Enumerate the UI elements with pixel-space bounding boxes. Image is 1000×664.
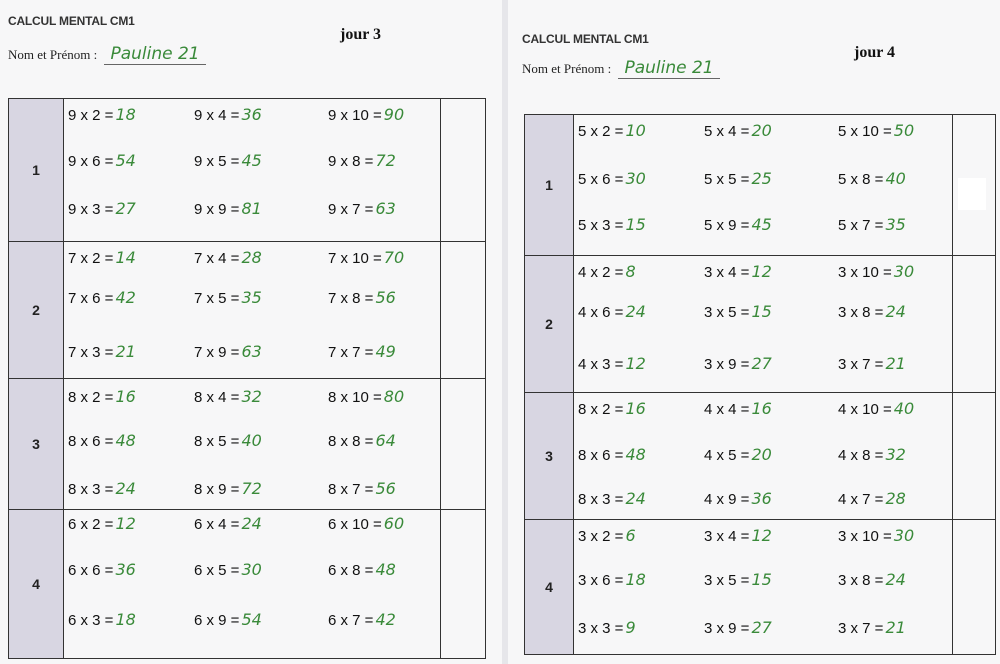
handwritten-answer: 16 — [115, 387, 136, 406]
name-line — [8, 44, 206, 65]
worksheet-title: CALCUL MENTAL CM1 — [522, 32, 649, 46]
handwritten-answer: 21 — [115, 342, 136, 361]
multiplication-item — [704, 526, 772, 545]
handwritten-answer: 27 — [115, 199, 136, 218]
operations-cell — [64, 242, 441, 379]
multiplication-question: 7 x 6 = — [68, 290, 114, 307]
multiplication-question: 7 x 3 = — [68, 344, 114, 361]
multiplication-item — [838, 489, 906, 508]
multiplication-question: 4 x 6 = — [578, 304, 624, 321]
multiplication-question: 3 x 4 = — [704, 528, 750, 545]
multiplication-question: 3 x 8 = — [838, 304, 884, 321]
multiplication-item — [194, 560, 262, 579]
score-cell — [441, 379, 486, 510]
multiplication-item — [68, 479, 136, 498]
multiplication-item — [704, 121, 772, 140]
handwritten-answer: 32 — [885, 445, 906, 464]
handwritten-answer: 70 — [383, 248, 405, 267]
multiplication-item — [328, 514, 404, 533]
multiplication-question: 5 x 6 = — [578, 171, 624, 188]
multiplication-question: 9 x 4 = — [194, 107, 240, 124]
multiplication-question: 7 x 9 = — [194, 344, 240, 361]
multiplication-question: 8 x 9 = — [194, 481, 240, 498]
multiplication-question: 5 x 9 = — [704, 217, 750, 234]
handwritten-answer: 54 — [241, 610, 262, 629]
handwritten-answer: 56 — [375, 479, 396, 498]
multiplication-question: 8 x 3 = — [68, 481, 114, 498]
handwritten-answer: 24 — [625, 489, 646, 508]
handwritten-answer: 18 — [115, 105, 136, 124]
score-cell — [441, 242, 486, 379]
multiplication-item — [838, 215, 906, 234]
exercise-row — [9, 510, 486, 659]
row-number: 1 — [9, 99, 64, 242]
multiplication-item — [194, 151, 262, 170]
handwritten-answer: 18 — [115, 610, 136, 629]
handwritten-answer: 35 — [885, 215, 906, 234]
multiplication-question: 8 x 7 = — [328, 481, 374, 498]
multiplication-item — [328, 288, 396, 307]
multiplication-question: 4 x 4 = — [704, 401, 750, 418]
handwritten-answer: 12 — [625, 354, 646, 373]
handwritten-answer: 15 — [751, 302, 772, 321]
multiplication-question: 9 x 9 = — [194, 201, 240, 218]
multiplication-item — [578, 262, 636, 281]
operations-cell — [64, 510, 441, 659]
student-name: Pauline 21 — [618, 58, 720, 79]
multiplication-item — [68, 199, 136, 218]
handwritten-answer: 18 — [625, 570, 646, 589]
operations-cell — [64, 379, 441, 510]
multiplication-question: 9 x 5 = — [194, 153, 240, 170]
handwritten-answer: 42 — [115, 288, 136, 307]
multiplication-item — [68, 288, 136, 307]
multiplication-question: 3 x 10 = — [838, 528, 892, 545]
multiplication-question: 6 x 6 = — [68, 562, 114, 579]
multiplication-item — [194, 387, 262, 406]
multiplication-item — [68, 431, 136, 450]
multiplication-item — [328, 151, 396, 170]
multiplication-item — [578, 215, 646, 234]
handwritten-answer: 60 — [383, 514, 405, 533]
handwritten-answer: 12 — [751, 526, 772, 545]
multiplication-question: 9 x 10 = — [328, 107, 382, 124]
handwritten-answer: 16 — [625, 399, 646, 418]
operations-cell — [574, 115, 953, 256]
multiplication-question: 3 x 5 = — [704, 572, 750, 589]
multiplication-question: 9 x 7 = — [328, 201, 374, 218]
operations-cell — [574, 520, 953, 655]
multiplication-question: 8 x 6 = — [578, 447, 624, 464]
exercise-row — [525, 393, 996, 520]
handwritten-answer: 24 — [241, 514, 262, 533]
blank-patch — [958, 178, 986, 210]
handwritten-answer: 63 — [375, 199, 396, 218]
handwritten-answer: 24 — [115, 479, 136, 498]
multiplication-question: 5 x 2 = — [578, 123, 624, 140]
multiplication-question: 6 x 8 = — [328, 562, 374, 579]
multiplication-item — [578, 302, 646, 321]
multiplication-item — [328, 248, 404, 267]
handwritten-answer: 56 — [375, 288, 396, 307]
multiplication-item — [328, 199, 396, 218]
handwritten-answer: 24 — [885, 570, 906, 589]
handwritten-answer: 45 — [751, 215, 772, 234]
multiplication-question: 8 x 4 = — [194, 389, 240, 406]
handwritten-answer: 21 — [885, 618, 906, 637]
multiplication-item — [578, 354, 646, 373]
multiplication-question: 5 x 5 = — [704, 171, 750, 188]
worksheet-title: CALCUL MENTAL CM1 — [8, 14, 135, 28]
multiplication-item — [68, 610, 136, 629]
multiplication-question: 4 x 5 = — [704, 447, 750, 464]
handwritten-answer: 24 — [625, 302, 646, 321]
multiplication-item — [578, 445, 646, 464]
handwritten-answer: 40 — [241, 431, 262, 450]
multiplication-item — [194, 105, 262, 124]
multiplication-question: 3 x 7 = — [838, 356, 884, 373]
multiplication-question: 4 x 9 = — [704, 491, 750, 508]
row-number: 4 — [525, 520, 574, 655]
multiplication-question: 4 x 8 = — [838, 447, 884, 464]
multiplication-item — [194, 610, 262, 629]
multiplication-item — [838, 121, 914, 140]
handwritten-answer: 30 — [893, 526, 915, 545]
exercise-row — [9, 99, 486, 242]
handwritten-answer: 64 — [375, 431, 396, 450]
multiplication-item — [328, 610, 396, 629]
handwritten-answer: 90 — [383, 105, 405, 124]
handwritten-answer: 20 — [751, 445, 772, 464]
handwritten-answer: 16 — [751, 399, 772, 418]
multiplication-item — [838, 618, 906, 637]
multiplication-question: 4 x 10 = — [838, 401, 892, 418]
multiplication-item — [704, 399, 772, 418]
multiplication-item — [328, 342, 396, 361]
multiplication-item — [194, 479, 262, 498]
multiplication-question: 8 x 8 = — [328, 433, 374, 450]
handwritten-answer: 36 — [241, 105, 262, 124]
handwritten-answer: 9 — [625, 618, 636, 637]
multiplication-item — [578, 570, 646, 589]
multiplication-item — [68, 151, 136, 170]
multiplication-question: 8 x 2 = — [578, 401, 624, 418]
multiplication-question: 6 x 5 = — [194, 562, 240, 579]
multiplication-question: 7 x 10 = — [328, 250, 382, 267]
multiplication-question: 3 x 5 = — [704, 304, 750, 321]
multiplication-question: 9 x 6 = — [68, 153, 114, 170]
multiplication-item — [704, 445, 772, 464]
multiplication-question: 7 x 5 = — [194, 290, 240, 307]
handwritten-answer: 48 — [115, 431, 136, 450]
handwritten-answer: 14 — [115, 248, 136, 267]
multiplication-question: 6 x 9 = — [194, 612, 240, 629]
handwritten-answer: 30 — [241, 560, 262, 579]
handwritten-answer: 40 — [885, 169, 906, 188]
multiplication-item — [194, 199, 262, 218]
multiplication-question: 8 x 5 = — [194, 433, 240, 450]
row-number: 1 — [525, 115, 574, 256]
multiplication-item — [838, 262, 914, 281]
multiplication-item — [328, 387, 404, 406]
multiplication-item — [194, 514, 262, 533]
multiplication-question: 5 x 7 = — [838, 217, 884, 234]
multiplication-item — [68, 560, 136, 579]
multiplication-item — [704, 262, 772, 281]
multiplication-question: 6 x 10 = — [328, 516, 382, 533]
multiplication-question: 7 x 2 = — [68, 250, 114, 267]
handwritten-answer: 10 — [625, 121, 646, 140]
multiplication-question: 7 x 7 = — [328, 344, 374, 361]
multiplication-item — [704, 489, 772, 508]
multiplication-item — [578, 526, 636, 545]
score-cell — [441, 510, 486, 659]
handwritten-answer: 6 — [625, 526, 636, 545]
operations-cell — [64, 99, 441, 242]
exercise-row — [525, 115, 996, 256]
handwritten-answer: 12 — [115, 514, 136, 533]
multiplication-item — [194, 342, 262, 361]
operations-cell — [574, 393, 953, 520]
multiplication-item — [194, 288, 262, 307]
multiplication-question: 8 x 3 = — [578, 491, 624, 508]
multiplication-item — [68, 105, 136, 124]
multiplication-question: 5 x 3 = — [578, 217, 624, 234]
score-cell — [953, 393, 996, 520]
multiplication-item — [704, 169, 772, 188]
multiplication-question: 5 x 4 = — [704, 123, 750, 140]
multiplication-question: 3 x 2 = — [578, 528, 624, 545]
handwritten-answer: 80 — [383, 387, 405, 406]
handwritten-answer: 54 — [115, 151, 136, 170]
handwritten-answer: 32 — [241, 387, 262, 406]
multiplication-item — [838, 526, 914, 545]
row-number: 2 — [525, 256, 574, 393]
multiplication-question: 6 x 2 = — [68, 516, 114, 533]
handwritten-answer: 21 — [885, 354, 906, 373]
multiplication-item — [578, 169, 646, 188]
handwritten-answer: 30 — [625, 169, 646, 188]
multiplication-item — [328, 479, 396, 498]
multiplication-item — [838, 169, 906, 188]
multiplication-item — [328, 105, 404, 124]
handwritten-answer: 50 — [893, 121, 915, 140]
exercise-row — [525, 520, 996, 655]
multiplication-item — [578, 489, 646, 508]
multiplication-question: 8 x 6 = — [68, 433, 114, 450]
multiplication-item — [838, 354, 906, 373]
handwritten-answer: 25 — [751, 169, 772, 188]
multiplication-item — [68, 248, 136, 267]
worksheet-jour-4 — [508, 0, 1000, 664]
multiplication-question: 9 x 2 = — [68, 107, 114, 124]
multiplication-question: 3 x 9 = — [704, 620, 750, 637]
multiplication-item — [194, 431, 262, 450]
handwritten-answer: 48 — [625, 445, 646, 464]
handwritten-answer: 72 — [375, 151, 396, 170]
score-cell — [953, 256, 996, 393]
name-line — [522, 58, 720, 79]
multiplication-question: 9 x 8 = — [328, 153, 374, 170]
exercise-row — [9, 379, 486, 510]
handwritten-answer: 48 — [375, 560, 396, 579]
name-label: Nom et Prénom : — [522, 61, 612, 76]
handwritten-answer: 27 — [751, 618, 772, 637]
handwritten-answer: 36 — [115, 560, 136, 579]
multiplication-item — [328, 431, 396, 450]
handwritten-answer: 30 — [893, 262, 915, 281]
day-label: jour 4 — [854, 44, 896, 61]
multiplication-item — [838, 399, 914, 418]
handwritten-answer: 27 — [751, 354, 772, 373]
multiplication-item — [704, 215, 772, 234]
multiplication-question: 6 x 3 = — [68, 612, 114, 629]
multiplication-item — [328, 560, 396, 579]
multiplication-item — [704, 302, 772, 321]
row-number: 3 — [525, 393, 574, 520]
multiplication-item — [578, 399, 646, 418]
multiplication-item — [704, 354, 772, 373]
row-number: 2 — [9, 242, 64, 379]
handwritten-answer: 81 — [241, 199, 262, 218]
score-cell — [953, 520, 996, 655]
multiplication-item — [68, 514, 136, 533]
multiplication-item — [68, 342, 136, 361]
handwritten-answer: 40 — [893, 399, 915, 418]
multiplication-question: 6 x 4 = — [194, 516, 240, 533]
operations-cell — [574, 256, 953, 393]
multiplication-question: 5 x 8 = — [838, 171, 884, 188]
multiplication-item — [838, 445, 906, 464]
handwritten-answer: 15 — [625, 215, 646, 234]
handwritten-answer: 20 — [751, 121, 772, 140]
handwritten-answer: 45 — [241, 151, 262, 170]
handwritten-answer: 28 — [241, 248, 262, 267]
multiplication-question: 3 x 10 = — [838, 264, 892, 281]
handwritten-answer: 63 — [241, 342, 262, 361]
exercise-table — [524, 114, 996, 655]
multiplication-question: 6 x 7 = — [328, 612, 374, 629]
multiplication-question: 4 x 7 = — [838, 491, 884, 508]
multiplication-question: 4 x 3 = — [578, 356, 624, 373]
multiplication-item — [704, 618, 772, 637]
multiplication-item — [704, 570, 772, 589]
multiplication-question: 5 x 10 = — [838, 123, 892, 140]
handwritten-answer: 12 — [751, 262, 772, 281]
name-label: Nom et Prénom : — [8, 47, 98, 62]
row-number: 4 — [9, 510, 64, 659]
handwritten-answer: 8 — [625, 262, 636, 281]
score-cell — [441, 99, 486, 242]
exercise-row — [9, 242, 486, 379]
handwritten-answer: 15 — [751, 570, 772, 589]
multiplication-question: 3 x 9 = — [704, 356, 750, 373]
multiplication-question: 3 x 8 = — [838, 572, 884, 589]
exercise-table — [8, 98, 486, 659]
multiplication-question: 4 x 2 = — [578, 264, 624, 281]
handwritten-answer: 36 — [751, 489, 772, 508]
multiplication-question: 3 x 6 = — [578, 572, 624, 589]
handwritten-answer: 72 — [241, 479, 262, 498]
multiplication-item — [578, 121, 646, 140]
multiplication-question: 9 x 3 = — [68, 201, 114, 218]
multiplication-question: 8 x 10 = — [328, 389, 382, 406]
handwritten-answer: 28 — [885, 489, 906, 508]
handwritten-answer: 49 — [375, 342, 396, 361]
multiplication-item — [194, 248, 262, 267]
handwritten-answer: 24 — [885, 302, 906, 321]
student-name: Pauline 21 — [104, 44, 206, 65]
day-label: jour 3 — [340, 26, 382, 43]
multiplication-question: 7 x 8 = — [328, 290, 374, 307]
handwritten-answer: 35 — [241, 288, 262, 307]
multiplication-question: 3 x 4 = — [704, 264, 750, 281]
multiplication-item — [838, 302, 906, 321]
multiplication-question: 7 x 4 = — [194, 250, 240, 267]
multiplication-item — [838, 570, 906, 589]
multiplication-question: 8 x 2 = — [68, 389, 114, 406]
multiplication-question: 3 x 3 = — [578, 620, 624, 637]
handwritten-answer: 42 — [375, 610, 396, 629]
row-number: 3 — [9, 379, 64, 510]
multiplication-question: 3 x 7 = — [838, 620, 884, 637]
multiplication-item — [68, 387, 136, 406]
multiplication-item — [578, 618, 636, 637]
exercise-row — [525, 256, 996, 393]
